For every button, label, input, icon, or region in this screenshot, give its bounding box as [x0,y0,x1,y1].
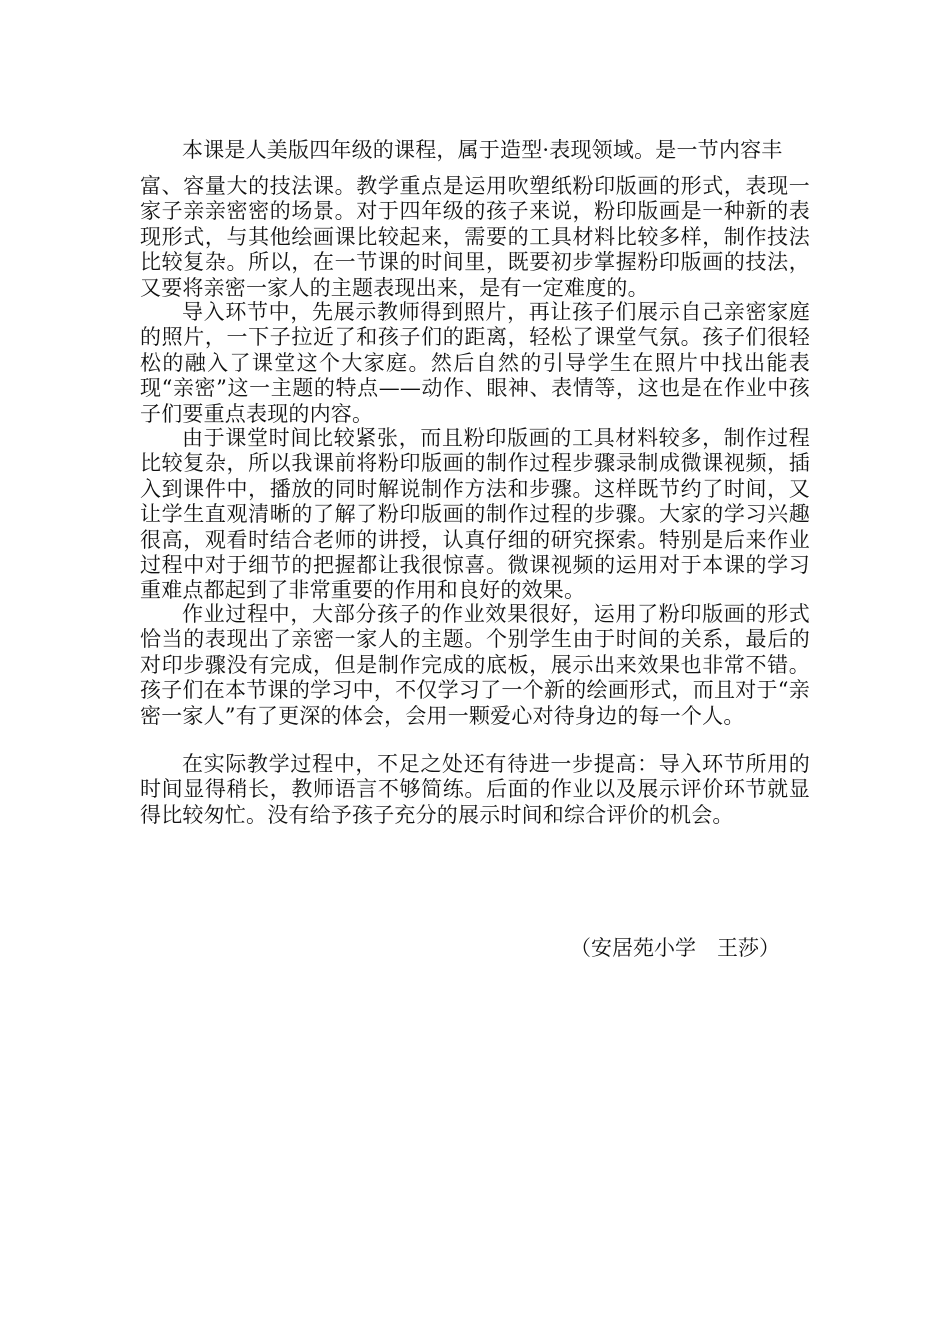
paragraph-5: 在实际教学过程中，不足之处还有待进一步提高：导入环节所用的时间显得稍长，教师语言不够简练。后面的作业以及展示评价环节就显得比较匆忙。没有给予孩子充分的展示时间和综合评价的机会。 [140,752,810,827]
paragraph-3: 由于课堂时间比较紧张，而且粉印版画的工具材料较多，制作过程比较复杂，所以我课前将粉印版画的制作过程步骤录制成微课视频，插入到课件中，播放的同时解说制作方法和步骤。这样既节约了时间，又让学生直观清晰的了解了粉印版画的制作过程的步骤。大家的学习兴趣很高，观看时结合老师的讲授，认真仔细的研究探索。特别是后来作业过程中对于细节的把握都让我很惊喜。微课视频的运用对于本课的学习重难点都起到了非常重要的作用和良好的效果。 [140,426,810,603]
paragraph-2: 导入环节中，先展示教师得到照片，再让孩子们展示自己亲密家庭的照片，一下子拉近了和孩子们的距离，轻松了课堂气氛。孩子们很轻松的融入了课堂这个大家庭。然后自然的引导学生在照片中找出能表现“亲密”这一主题的特点——动作、眼神、表情等，这也是在作业中孩子们要重点表现的内容。 [140,300,810,426]
paragraph-1-first-line: 本课是人美版四年级的课程，属于造型·表现领域。是一节内容丰 [182,138,783,162]
author-signature: （安居苑小学 王莎） [570,936,780,960]
paragraph-1-body: 富、容量大的技法课。教学重点是运用吹塑纸粉印版画的形式，表现一家子亲亲密密的场景。对于四年级的孩子来说，粉印版画是一种新的表现形式，与其他绘画课比较起来，需要的工具材料比较多样，制作技法比较复杂。所以，在一节课的时间里，既要初步掌握粉印版画的技法，又要将亲密一家人的主题表现出来，是有一定难度的。 [140,174,810,300]
paragraph-4: 作业过程中，大部分孩子的作业效果很好，运用了粉印版画的形式恰当的表现出了亲密一家人的主题。个别学生由于时间的关系，最后的对印步骤没有完成，但是制作完成的底板，展示出来效果也非常不错。孩子们在本节课的学习中，不仅学习了一个新的绘画形式，而且对于“亲密一家人”有了更深的体会，会用一颗爱心对待身边的每一个人。 [140,602,810,728]
